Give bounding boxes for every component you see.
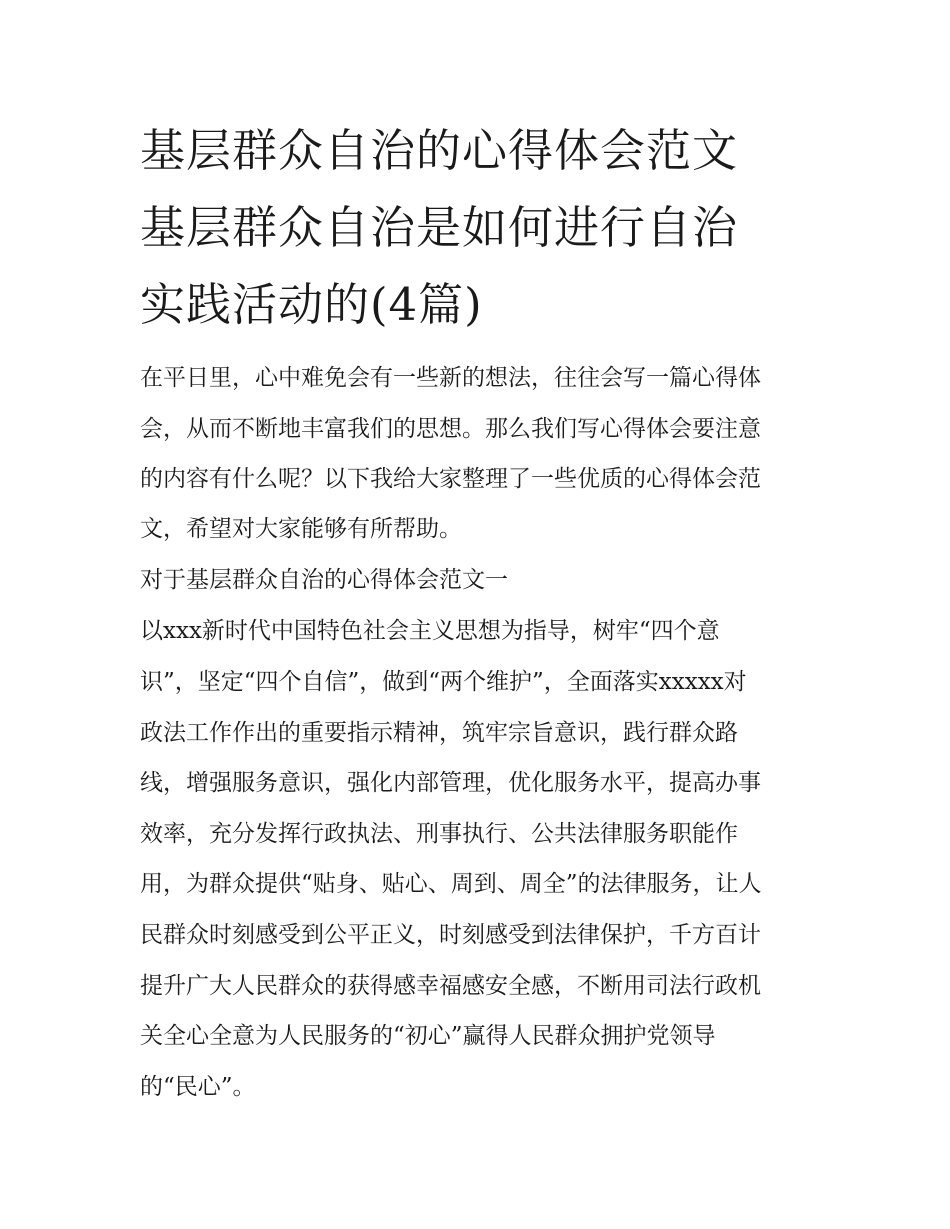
section-line-6: 用，为群众提供“贴身、贴心、周到、周全”的法律服务，让人 <box>140 871 762 897</box>
section-heading: 对于基层群众自治的心得体会范文一 <box>140 567 508 593</box>
title-line-2: 基层群众自治是如何进行自治 <box>140 201 739 254</box>
section-line-4: 线，增强服务意识，强化内部管理，优化服务水平，提高办事 <box>140 770 761 796</box>
document-title <box>140 112 840 343</box>
intro-line-4: 文，希望对大家能够有所帮助。 <box>140 516 462 542</box>
section-line-2: 识”，坚定“四个自信”，做到“两个维护”，全面落实xxxxx对 <box>140 669 747 695</box>
title-line-1: 基层群众自治的心得体会范文 <box>140 124 739 177</box>
title-line-3: 实践活动的(4篇) <box>140 278 483 331</box>
section-line-10: 的“民心”。 <box>140 1074 256 1100</box>
section-line-7: 民群众时刻感受到公平正义，时刻感受到法律保护，千方百计 <box>140 922 761 948</box>
section-line-9: 关全心全意为人民服务的“初心”赢得人民群众拥护党领导 <box>140 1023 716 1049</box>
section-line-8: 提升广大人民群众的获得感幸福感安全感，不断用司法行政机 <box>140 973 761 999</box>
section-line-3: 政法工作作出的重要指示精神，筑牢宗旨意识，践行群众路 <box>140 720 738 746</box>
intro-line-2: 会，从而不断地丰富我们的思想。那么我们写心得体会要注意 <box>140 416 761 442</box>
section-line-5: 效率，充分发挥行政执法、刑事执行、公共法律服务职能作 <box>140 821 738 847</box>
intro-line-1: 在平日里，心中难免会有一些新的想法，往往会写一篇心得体 <box>140 365 761 391</box>
section-line-1: 以xxx新时代中国特色社会主义思想为指导，树牢“四个意 <box>140 618 720 644</box>
intro-line-3: 的内容有什么呢？以下我给大家整理了一些优质的心得体会范 <box>140 466 761 492</box>
